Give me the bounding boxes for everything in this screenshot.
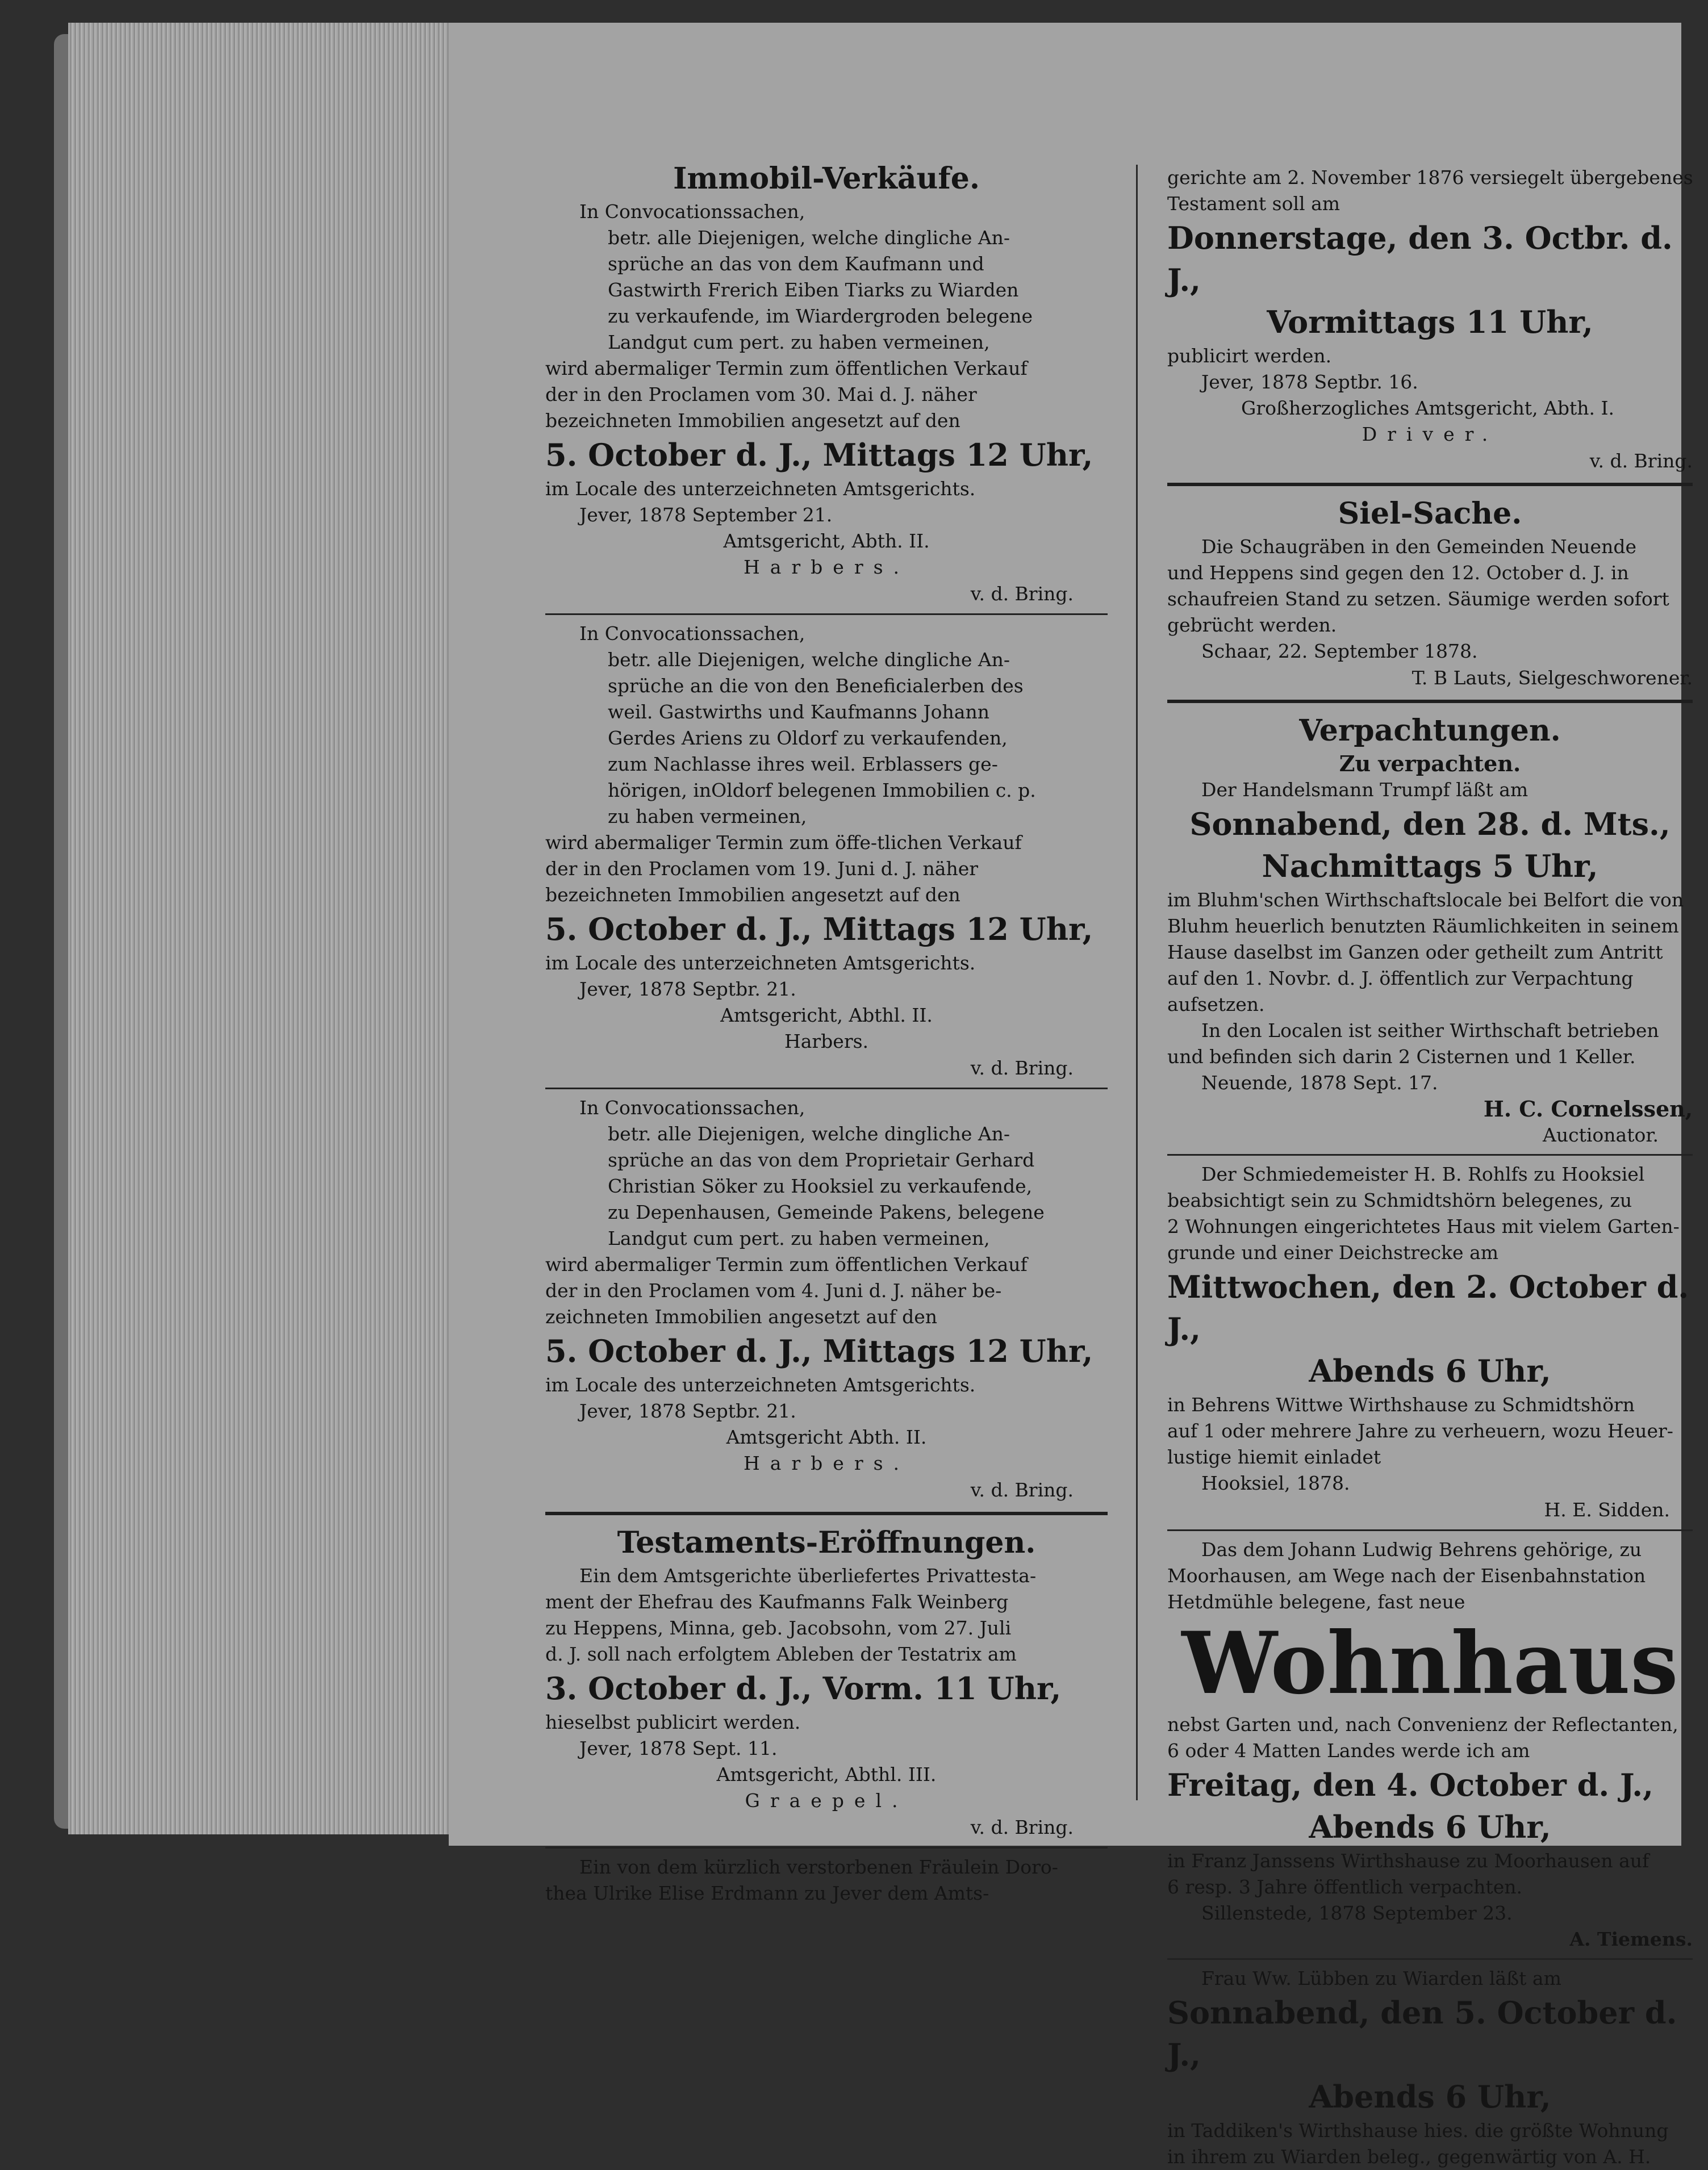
notice-line: zu verkaufende, im Wiardergroden belegene	[608, 305, 1033, 327]
notice-r4	[1167, 1161, 1693, 1524]
notice-2	[545, 621, 1108, 1082]
separator	[545, 613, 1108, 615]
notice-line: wird abermaliger Termin zum öffentlichen Verkauf	[545, 1253, 1028, 1276]
section-separator	[545, 1512, 1108, 1515]
separator	[545, 1847, 1108, 1849]
notice-name: Harbers.	[743, 556, 910, 578]
notice-line: betr. alle Diejenigen, welche dingliche An-	[608, 227, 1010, 249]
notice-place: Jever, 1878 Sept. 11.	[579, 1737, 778, 1759]
notice-line: Der Schmiedemeister H. B. Rohlfs zu Hooksiel	[1201, 1163, 1645, 1185]
right-column	[1167, 165, 1693, 2170]
notice-date: Sonnabend, den 28. d. Mts.,	[1189, 806, 1671, 842]
notice-display-title: Wohnhaus	[1181, 1613, 1678, 1713]
notice-line: beabsichtigt sein zu Schmidtshörn belegenes, zu	[1167, 1189, 1632, 1211]
notice-r2	[1167, 534, 1693, 692]
notice-line: In Convocationssachen,	[579, 622, 805, 645]
notice-line: Das dem Johann Ludwig Behrens gehörige, zu	[1201, 1538, 1642, 1561]
notice-r5	[1167, 1537, 1693, 1952]
notice-time: Abends 6 Uhr,	[1309, 2079, 1551, 2115]
notice-line: Gastwirth Frerich Eiben Tiarks zu Wiarden	[608, 279, 1019, 301]
notice-date: Freitag, den 4. October d. J.,	[1167, 1767, 1653, 1803]
notice-line: zum Nachlasse ihres weil. Erblassers ge-	[608, 753, 998, 775]
notice-line: und Heppens sind gegen den 12. October d. J. in	[1167, 562, 1629, 584]
notice-signature: v. d. Bring.	[1589, 450, 1693, 472]
notice-line: 2 Wohnungen eingerichtetes Haus mit vielem Garten-	[1167, 1215, 1680, 1237]
notice-court: Amtsgericht, Abthl. III.	[716, 1763, 937, 1786]
notice-signature: v. d. Bring.	[970, 1479, 1074, 1501]
notice-line: der in den Proclamen vom 19. Juni d. J. näher	[545, 858, 979, 880]
notice-line: betr. alle Diejenigen, welche dingliche An-	[608, 649, 1010, 671]
notice-line: gebrücht werden.	[1167, 614, 1337, 636]
notice-name: Driver.	[1362, 423, 1498, 445]
notice-line: betr. alle Diejenigen, welche dingliche An-	[608, 1123, 1010, 1145]
notice-line: Testament soll am	[1167, 193, 1340, 215]
notice-line: In Convocationssachen,	[579, 200, 805, 223]
notice-name: H. E. Sidden.	[1544, 1499, 1670, 1521]
notice-line: Landgut cum pert. zu haben vermeinen,	[608, 331, 990, 353]
section-heading-siel: Siel-Sache.	[1338, 496, 1522, 531]
notice-name: H. C. Cornelssen,	[1483, 1096, 1693, 1122]
notice-role: Auctionator.	[1543, 1124, 1659, 1146]
notice-line: lustige hiemit einladet	[1167, 1446, 1381, 1468]
notice-place: Jever, 1878 Septbr. 21.	[579, 978, 796, 1000]
notice-place: Schaar, 22. September 1878.	[1201, 640, 1478, 662]
notice-line: im Locale des unterzeichneten Amtsgerichts.	[545, 1374, 976, 1396]
left-column	[545, 159, 1108, 1906]
notice-line: nebst Garten und, nach Convenienz der Reflectanten,	[1167, 1713, 1678, 1736]
page-stack	[68, 23, 477, 1834]
notice-line: im Locale des unterzeichneten Amtsgerichts.	[545, 952, 976, 974]
notice-5	[545, 1854, 1108, 1906]
notice-line: Hause daselbst im Ganzen oder getheilt zum Antritt	[1167, 941, 1663, 963]
notice-name: Harbers.	[784, 1030, 869, 1052]
notice-line: publicirt werden.	[1167, 345, 1332, 367]
notice-court: Amtsgericht, Abth. II.	[723, 530, 930, 552]
notice-court: Amtsgericht Abth. II.	[726, 1426, 927, 1448]
notice-name: Graepel.	[745, 1789, 908, 1812]
notice-signature: T. B Lauts, Sielgeschworener.	[1411, 667, 1693, 689]
notice-line: ment der Ehefrau des Kaufmanns Falk Weinberg	[545, 1591, 1009, 1613]
notice-line: zu Depenhausen, Gemeinde Pakens, belegene	[608, 1201, 1045, 1223]
notice-4	[545, 1563, 1108, 1841]
notice-line: aufsetzen.	[1167, 993, 1265, 1015]
notice-time: Nachmittags 5 Uhr,	[1262, 848, 1598, 884]
notice-line: wird abermaliger Termin zum öffentlichen Verkauf	[545, 357, 1028, 379]
separator	[1167, 1529, 1693, 1531]
notice-court: Amtsgericht, Abthl. II.	[720, 1004, 933, 1026]
section-separator	[1167, 700, 1693, 703]
notice-place: Sillenstede, 1878 September 23.	[1201, 1902, 1513, 1924]
notice-line: Die Schaugräben in den Gemeinden Neuende	[1201, 536, 1636, 558]
notice-line: auf den 1. Novbr. d. J. öffentlich zur Verpachtung	[1167, 967, 1634, 989]
notice-date: 5. October d. J., Mittags 12 Uhr,	[545, 1333, 1093, 1369]
notice-r3	[1167, 777, 1693, 1148]
notice-line: bezeichneten Immobilien angesetzt auf den	[545, 409, 961, 432]
section-heading-testaments: Testaments-Eröffnungen.	[617, 1525, 1036, 1560]
subheading: Zu verpachten.	[1339, 751, 1521, 776]
notice-line: In Convocationssachen,	[579, 1097, 805, 1119]
notice-date: 5. October d. J., Mittags 12 Uhr,	[545, 437, 1093, 473]
notice-line: hörigen, inOldorf belegenen Immobilien c. p.	[608, 779, 1036, 801]
notice-line: bezeichneten Immobilien angesetzt auf den	[545, 884, 961, 906]
notice-line: Frau Ww. Lübben zu Wiarden läßt am	[1201, 1967, 1561, 1989]
notice-place: Jever, 1878 Septbr. 16.	[1201, 371, 1418, 393]
notice-line: wird abermaliger Termin zum öffe-tlichen Verkauf	[545, 831, 1022, 854]
section-heading-immobil: Immobil-Verkäufe.	[673, 161, 980, 196]
notice-place: Jever, 1878 Septbr. 21.	[579, 1400, 796, 1422]
notice-signature: v. d. Bring.	[970, 1057, 1074, 1079]
notice-line: d. J. soll nach erfolgtem Ableben der Testatrix am	[545, 1643, 1017, 1665]
notice-signature: v. d. Bring.	[970, 583, 1074, 605]
notice-date: Mittwochen, den 2. October d. J.,	[1167, 1269, 1689, 1347]
separator	[1167, 1958, 1693, 1960]
notice-line: Moorhausen, am Wege nach der Eisenbahnstation	[1167, 1565, 1646, 1587]
notice-line: Hetdmühle belegene, fast neue	[1167, 1591, 1465, 1613]
notice-line: im Bluhm'schen Wirthschaftslocale bei Belfort die von	[1167, 889, 1684, 911]
notice-r6	[1167, 1966, 1693, 2170]
notice-line: 6 oder 4 Matten Landes werde ich am	[1167, 1740, 1530, 1762]
notice-line: Ein dem Amtsgerichte überliefertes Privattesta-	[579, 1565, 1037, 1587]
notice-line: in Behrens Wittwe Wirthshause zu Schmidtshörn	[1167, 1394, 1635, 1416]
notice-line: im Locale des unterzeichneten Amtsgerichts.	[545, 478, 976, 500]
section-heading-verpachtungen: Verpachtungen.	[1299, 713, 1561, 748]
notice-line: zu Heppens, Minna, geb. Jacobsohn, vom 27. Juli	[545, 1617, 1012, 1639]
notice-line: der in den Proclamen vom 30. Mai d. J. näher	[545, 383, 977, 405]
notice-time: Vormittags 11 Uhr,	[1267, 304, 1593, 340]
notice-place: Hooksiel, 1878.	[1201, 1472, 1350, 1494]
notice-line: in Franz Janssens Wirthshause zu Moorhausen auf	[1167, 1850, 1649, 1872]
section-separator	[1167, 483, 1693, 486]
notice-r1	[1167, 165, 1693, 475]
notice-line: hieselbst publicirt werden.	[545, 1711, 801, 1733]
notice-name: A. Tiemens.	[1569, 1928, 1693, 1950]
notice-line: sprüche an das von dem Kaufmann und	[608, 253, 984, 275]
notice-place: Neuende, 1878 Sept. 17.	[1201, 1072, 1438, 1094]
notice-line: und befinden sich darin 2 Cisternen und 1 Keller.	[1167, 1046, 1636, 1068]
notice-court: Großherzogliches Amtsgericht, Abth. I.	[1241, 397, 1615, 419]
column-divider	[1136, 165, 1138, 1800]
notice-line: grunde und einer Deichstrecke am	[1167, 1241, 1499, 1264]
notice-line: Gerdes Ariens zu Oldorf zu verkaufenden,	[608, 727, 1008, 749]
notice-line: Ein von dem kürzlich verstorbenen Fräulein Doro-	[579, 1856, 1058, 1878]
notice-line: weil. Gastwirths und Kaufmanns Johann	[608, 701, 989, 723]
notice-1	[545, 199, 1108, 608]
separator	[545, 1088, 1108, 1089]
notice-line: zu haben vermeinen,	[608, 805, 807, 827]
notice-time: Abends 6 Uhr,	[1309, 1809, 1551, 1845]
notice-line: gerichte am 2. November 1876 versiegelt übergebenes	[1167, 166, 1693, 189]
notice-date: Sonnabend, den 5. October d. J.,	[1167, 1995, 1677, 2073]
notice-date: 3. October d. J., Vorm. 11 Uhr,	[545, 1670, 1062, 1707]
notice-line: der in den Proclamen vom 4. Juni d. J. näher be-	[545, 1280, 1002, 1302]
notice-name: Harbers.	[743, 1452, 910, 1474]
notice-line: 6 resp. 3 Jahre öffentlich verpachten.	[1167, 1876, 1522, 1898]
notice-3	[545, 1095, 1108, 1504]
notice-line: schaufreien Stand zu setzen. Säumige werden sofort	[1167, 588, 1669, 610]
notice-line: In den Localen ist seither Wirthschaft betrieben	[1201, 1019, 1659, 1042]
separator	[1167, 1154, 1693, 1156]
notice-line: zeichneten Immobilien angesetzt auf den	[545, 1306, 938, 1328]
notice-place: Jever, 1878 September 21.	[579, 504, 833, 526]
notice-line: in ihrem zu Wiarden beleg., gegenwärtig von A. H.	[1167, 2146, 1651, 2168]
notice-line: Bluhm heuerlich benutzten Räumlichkeiten in seinem	[1167, 915, 1679, 937]
notice-line: Der Handelsmann Trumpf läßt am	[1201, 779, 1529, 801]
notice-signature: v. d. Bring.	[970, 1816, 1074, 1838]
notice-date: 5. October d. J., Mittags 12 Uhr,	[545, 911, 1093, 947]
notice-line: auf 1 oder mehrere Jahre zu verheuern, wozu Heuer-	[1167, 1420, 1673, 1442]
notice-date: Donnerstage, den 3. Octbr. d. J.,	[1167, 220, 1673, 298]
notice-line: in Taddiken's Wirthshause hies. die größte Wohnung	[1167, 2119, 1669, 2142]
notice-line: sprüche an die von den Beneficialerben des	[608, 675, 1024, 697]
notice-line: thea Ulrike Elise Erdmann zu Jever dem Amts-	[545, 1882, 989, 1904]
notice-line: Landgut cum pert. zu haben vermeinen,	[608, 1227, 990, 1249]
notice-line: Christian Söker zu Hooksiel zu verkaufende,	[608, 1175, 1033, 1197]
notice-time: Abends 6 Uhr,	[1309, 1353, 1551, 1389]
notice-line: sprüche an das von dem Proprietair Gerhard	[608, 1149, 1035, 1171]
